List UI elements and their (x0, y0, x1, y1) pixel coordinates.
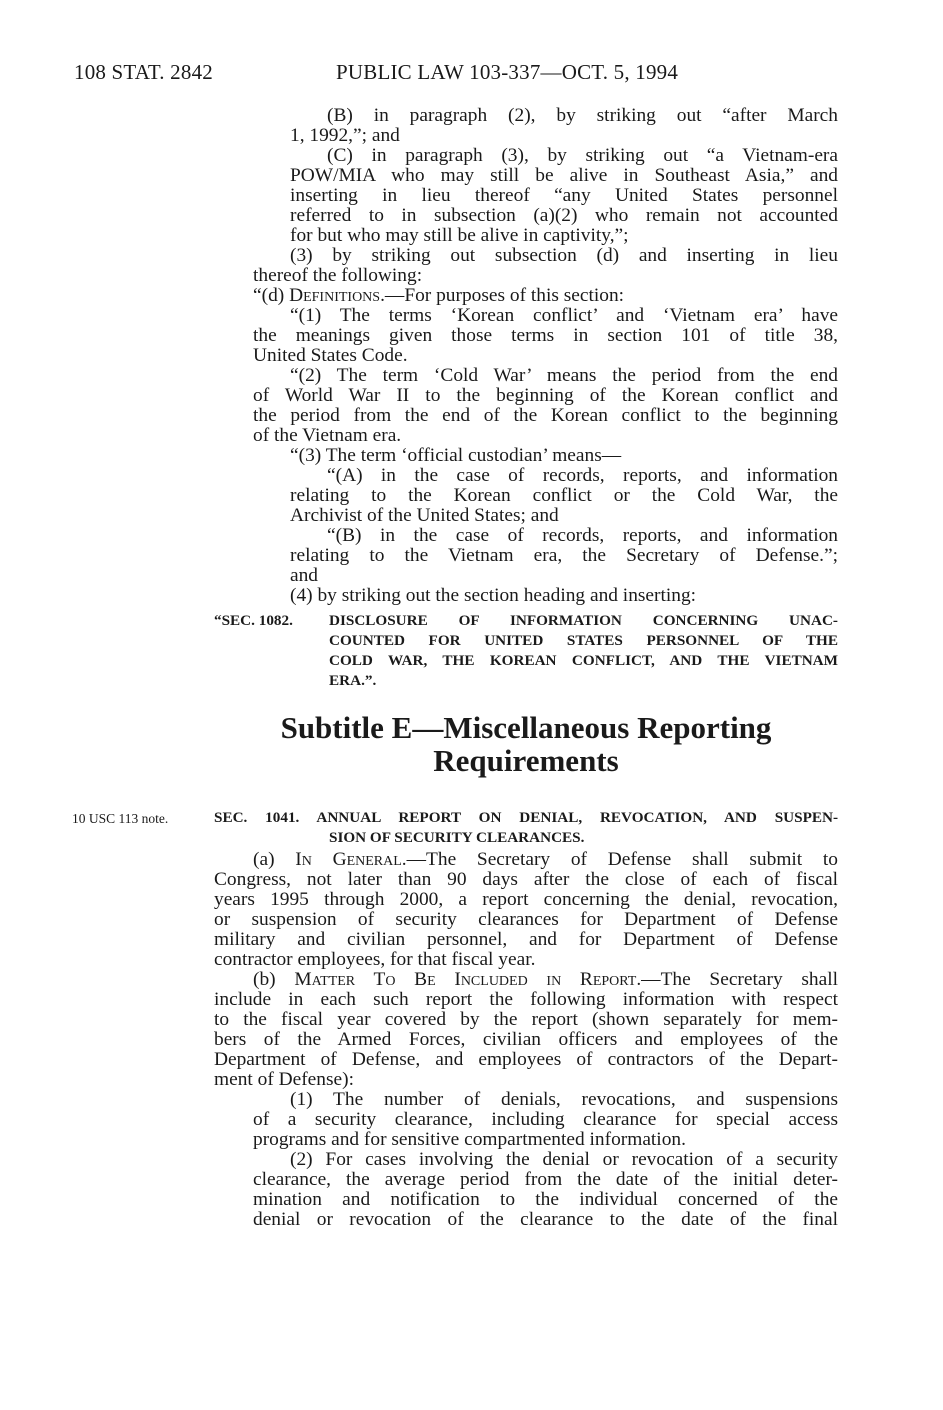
text-line: years 1995 through 2000, a report concerning the denial, revocation, (214, 889, 838, 910)
text-line: “(2) The term ‘Cold War’ means the period from the end (290, 365, 838, 386)
text-span: “(d) (253, 285, 290, 306)
subtitle-heading: Requirements (433, 743, 619, 778)
text-line: (1) The number of denials, revocations, and suspensions (290, 1089, 838, 1110)
definitions-heading: Definitions (289, 285, 381, 306)
text-line: referred to in subsection (a)(2) who remain not accounted (290, 205, 838, 226)
text-line: inserting in lieu thereof “any United States personnel (290, 185, 838, 206)
text-line: “(B) in the case of records, reports, and information (327, 525, 838, 546)
subtitle-heading: Subtitle E—Miscellaneous Reporting (280, 710, 772, 745)
text-line: (C) in paragraph (3), by striking out “a Vietnam-era (327, 145, 838, 166)
text-line: mination and notification to the individual concerned of the (253, 1189, 838, 1210)
subsection-a-line (253, 850, 838, 870)
text-line: and (290, 565, 318, 586)
text-line: bers of the Armed Forces, civilian officers and employees of the (214, 1029, 838, 1050)
section-title-line: DISCLOSURE OF INFORMATION CONCERNING UNAC- (329, 612, 838, 629)
subsection-heading: Matter To Be Included in Report (294, 969, 637, 990)
text-line: military and civilian personnel, and for Department of Defense (214, 929, 838, 950)
section-title-line: COLD WAR, THE KOREAN CONFLICT, AND THE VIETNAM (329, 652, 838, 669)
margin-citation-note: 10 USC 113 note. (72, 811, 169, 826)
text-line: of World War II to the beginning of the Korean conflict and (253, 385, 838, 406)
text-line: to the fiscal year covered by the report (shown separately for mem- (214, 1009, 838, 1030)
text-line: (3) by striking out subsection (d) and inserting in lieu (290, 245, 838, 266)
text-span: (a) (253, 849, 296, 870)
text-line: (4) by striking out the section heading and inserting: (290, 585, 697, 606)
text-line: Archivist of the United States; and (290, 505, 559, 526)
text-span: .—The Secretary of Defense shall submit to (401, 849, 838, 870)
section-number: “SEC. 1082. (214, 612, 293, 629)
public-law-header: PUBLIC LAW 103-337—OCT. 5, 1994 (336, 60, 679, 84)
text-span: .—For purposes of this section: (380, 285, 625, 306)
text-line: (B) in paragraph (2), by striking out “after March (327, 105, 838, 126)
text-line: or suspension of security clearances for Department of Defense (214, 909, 838, 930)
section-title-line: ERA.”. (329, 672, 377, 689)
text-line: programs and for sensitive compartmented information. (253, 1129, 686, 1150)
text-line: of a security clearance, including clearance for special access (253, 1109, 838, 1130)
text-line: thereof the following: (253, 265, 423, 286)
text-line: relating to the Vietnam era, the Secretary of Defense.”; (290, 545, 838, 566)
text-line: for but who may still be alive in captivity,”; (290, 225, 629, 246)
definitions-line (253, 286, 624, 306)
text-line: Congress, not later than 90 days after the close of each of fiscal (214, 869, 838, 890)
subsection-b-line (253, 970, 838, 990)
stat-page-number: 108 STAT. 2842 (74, 60, 213, 84)
text-line: POW/MIA who may still be alive in Southeast Asia,” and (290, 165, 838, 186)
text-line: “(3) The term ‘official custodian’ means— (290, 445, 622, 466)
text-line: “(A) in the case of records, reports, and information (327, 465, 838, 486)
text-line: United States Code. (253, 345, 408, 366)
text-span: (b) (253, 969, 295, 990)
text-line: the meanings given those terms in section 101 of title 38, (253, 325, 838, 346)
subsection-heading: In General (295, 849, 402, 870)
text-line: Department of Defense, and employees of contractors of the Depart- (214, 1049, 838, 1070)
text-line: ment of Defense): (214, 1069, 354, 1090)
text-line: clearance, the average period from the date of the initial deter- (253, 1169, 838, 1190)
text-line: denial or revocation of the clearance to the date of the final (253, 1209, 838, 1230)
text-line: of the Vietnam era. (253, 425, 402, 446)
text-line: 1, 1992,”; and (290, 125, 400, 146)
text-line: “(1) The terms ‘Korean conflict’ and ‘Vietnam era’ have (290, 305, 838, 326)
section-title-line: SEC. 1041. ANNUAL REPORT ON DENIAL, REVOCATION, AND SUSPEN- (214, 809, 838, 826)
section-title-line: COUNTED FOR UNITED STATES PERSONNEL OF THE (329, 632, 838, 649)
text-line: (2) For cases involving the denial or revocation of a security (290, 1149, 838, 1170)
text-line: contractor employees, for that fiscal year. (214, 949, 536, 970)
text-span: .—The Secretary shall (636, 969, 838, 990)
section-title-line: SION OF SECURITY CLEARANCES. (329, 829, 585, 846)
text-line: include in each such report the following information with respect (214, 989, 838, 1010)
text-line: relating to the Korean conflict or the Cold War, the (290, 485, 838, 506)
text-line: the period from the end of the Korean conflict to the beginning (253, 405, 838, 426)
